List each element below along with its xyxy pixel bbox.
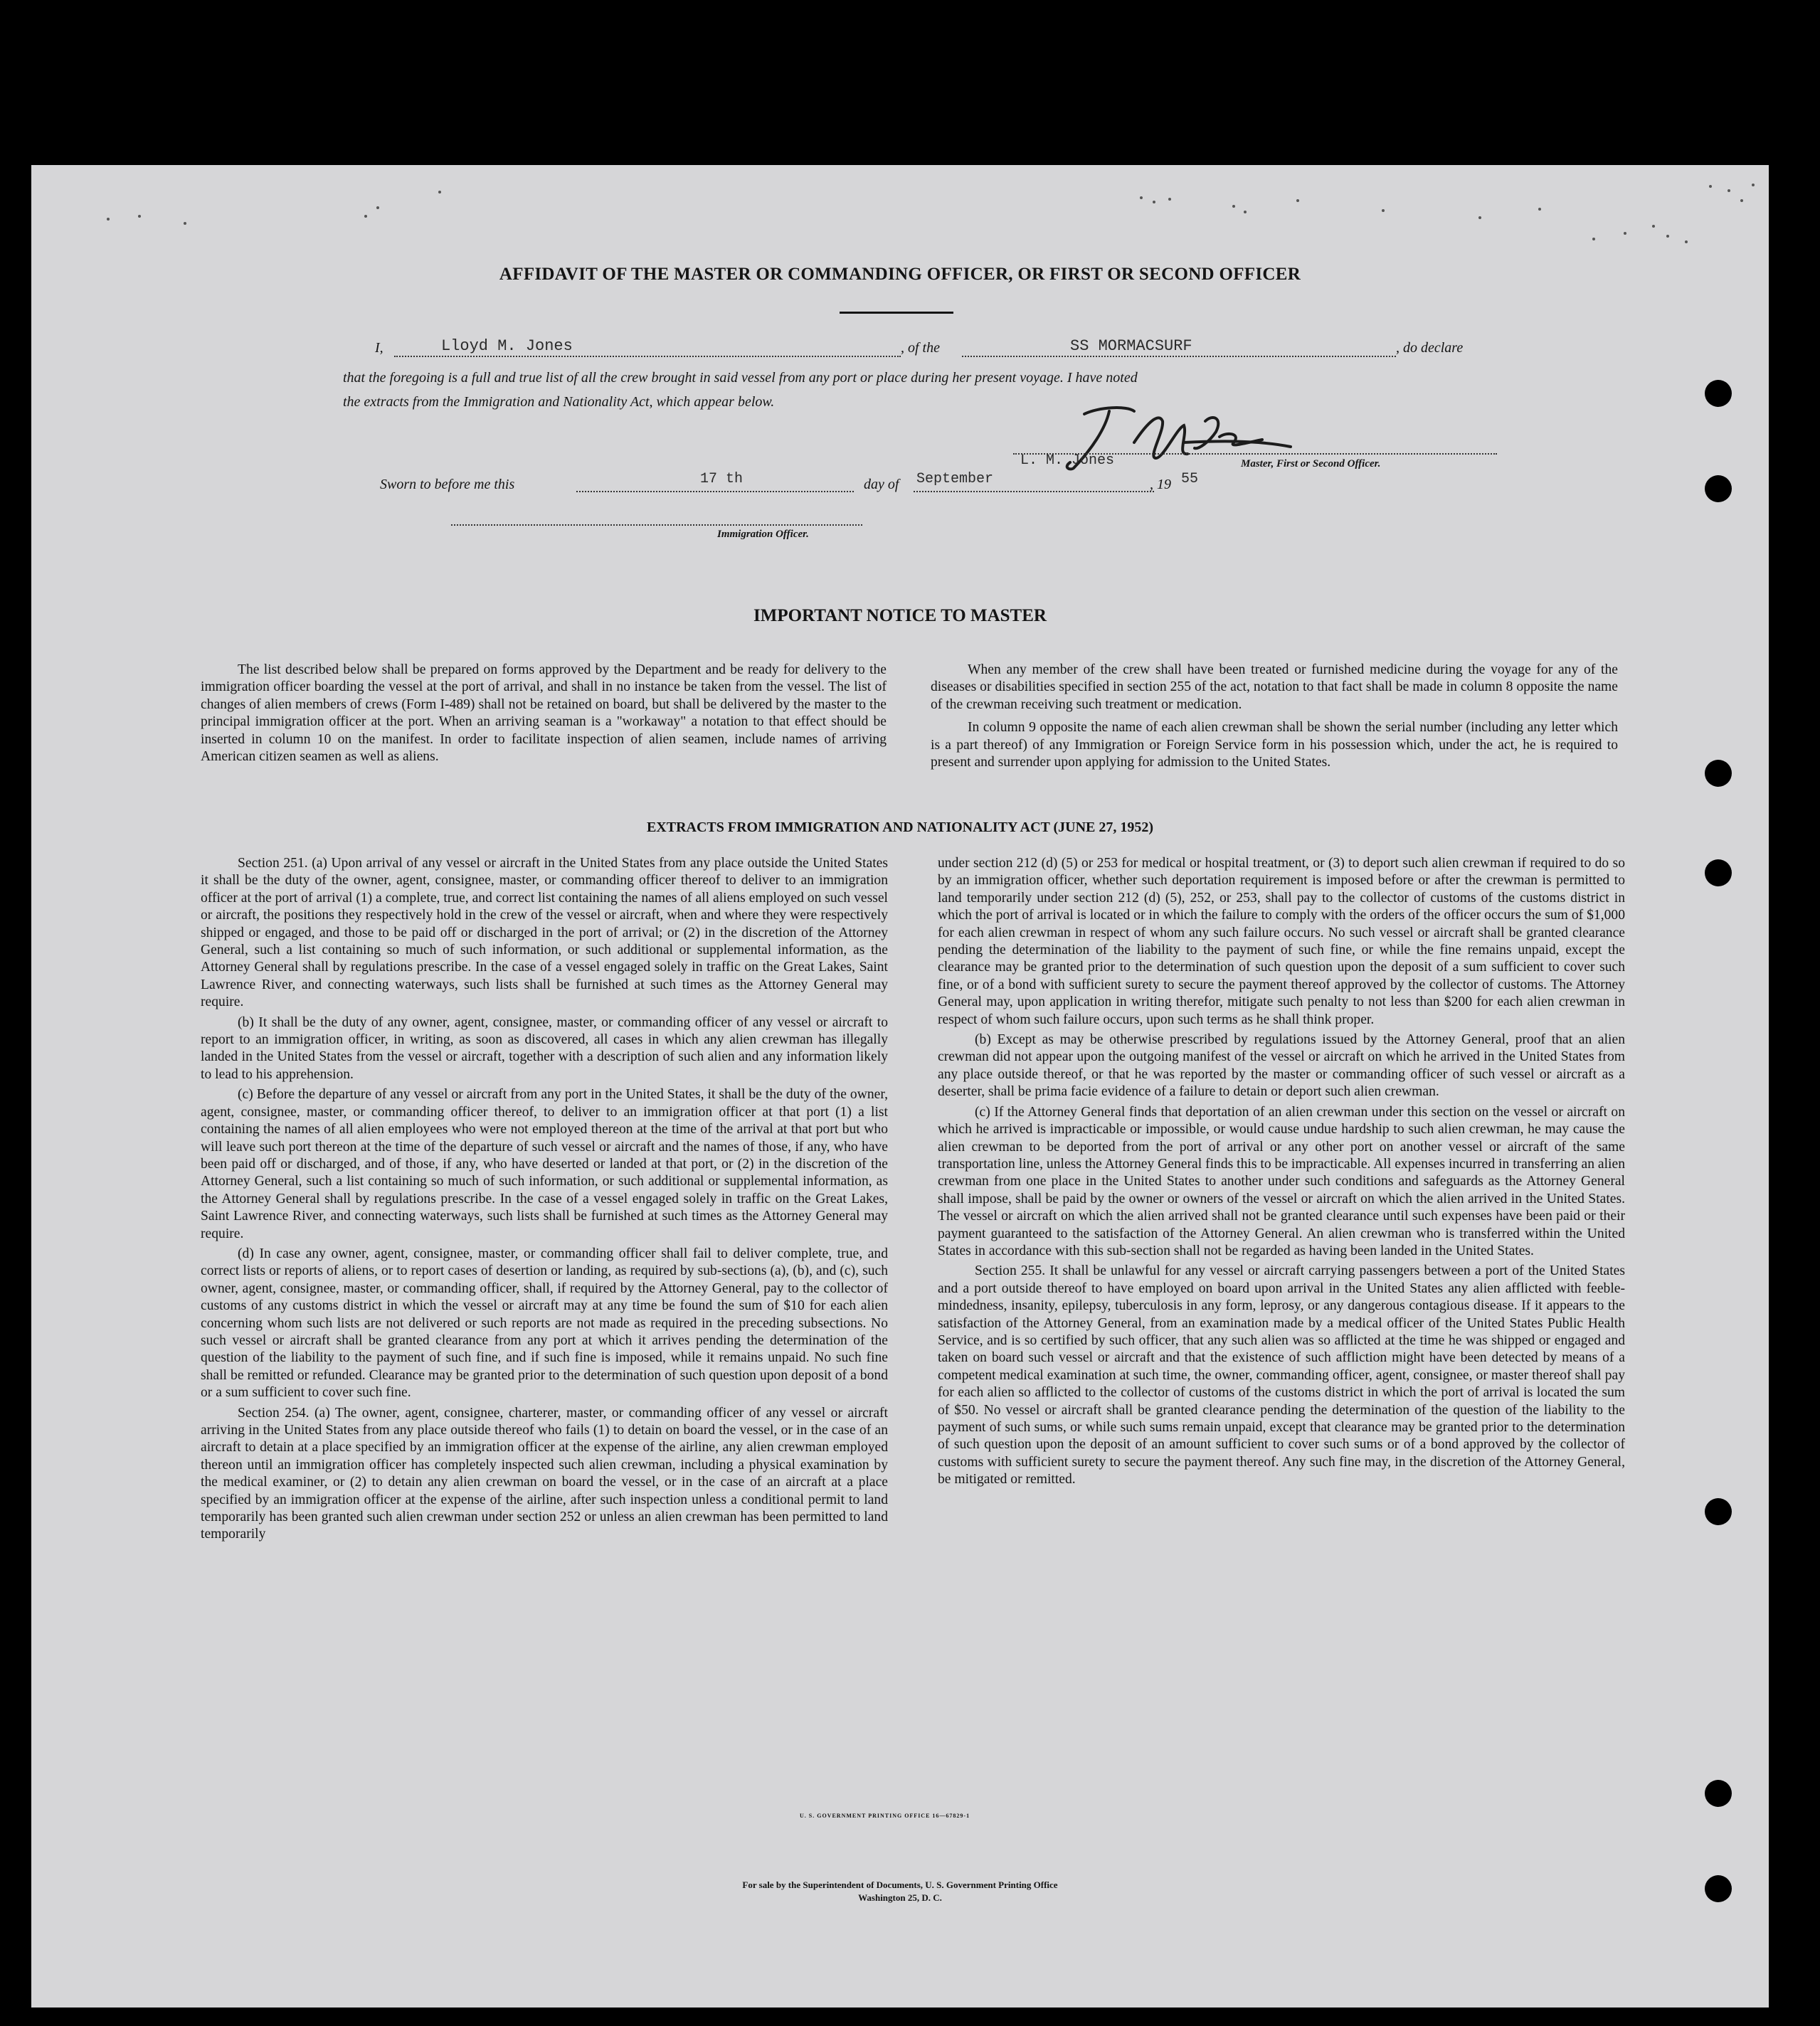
section-254-c: (c) If the Attorney General finds that deportation of an alien crewman under this section on the vessel or aircraft on which he arrived is impracticable or impossible, or would cause undue hardship to such alien crewman, he may cause the alien crewman to be deported from the port of arrival or any other port on another vessel or aircraft of the same transportation line, unless the Attorney General finds this to be impracticable. All expenses incurred in transferring an alien crewman from one place in the United States to another under such conditions and safeguards as the Attorney General shall impose, shall be paid by the owner or owners of the vessel or aircraft on which the alien arrived in the United States. The vessel or aircraft on which the alien arrived shall not be granted clearance until such expenses have been paid or their payment guaranteed to the satisfaction of the Attorney General. An alien crewman who is transferred within the United States in accordance with this sub-section shall not be regarded as having been landed in the United States. <box>938 1104 1625 1258</box>
punch-hole <box>1705 1875 1732 1902</box>
title-rule <box>840 312 953 314</box>
section-251-c: (c) Before the departure of any vessel or aircraft from any port in the United States, it shall be the duty of the owner, agent, consignee, master, or commanding officer thereof, to deliver to an immigration officer at that port (1) a list containing the names of all alien employees who were not employed thereon at the time of the arrival at that port but who will leave such port thereon at the time of the departure of such vessel or aircraft and the names of those, if any, who have been paid off or discharged, and of those, if any, who have deserted or landed at that port, or (2) in the discretion of the Attorney General, such a list containing so much of such information, or such additional or supplemental information, as the Attorney General shall by regulations prescribe. In the case of a vessel engaged solely in traffic on the Great Lakes, Saint Lawrence River, and connecting waterways, such lists shall be furnished at such times as the Attorney General may require. <box>201 1087 888 1241</box>
notice-heading: IMPORTANT NOTICE TO MASTER <box>753 606 1047 625</box>
notice-right-column <box>931 662 1618 771</box>
affidavit-title: AFFIDAVIT OF THE MASTER OR COMMANDING OFFICER, OR FIRST OR SECOND OFFICER <box>499 265 1301 284</box>
year-prefix: , 19 <box>1150 477 1171 492</box>
sworn-month: September <box>916 471 994 487</box>
label-of-the: , of the <box>901 340 940 356</box>
extracts-heading: EXTRACTS FROM IMMIGRATION AND NATIONALITY ACT (JUNE 27, 1952) <box>646 820 1154 835</box>
statement-line-1: that the foregoing is a full and true list of all the crew brought in said vessel from any port or place during her present voyage. I have noted <box>343 370 1138 386</box>
label-do-declare: , do declare <box>1396 340 1464 356</box>
gpo-print-line: U. S. GOVERNMENT PRINTING OFFICE 16—67829-1 <box>800 1813 970 1819</box>
notice-left-column <box>201 662 887 765</box>
extracts-right-column <box>938 855 1625 1489</box>
section-255: Section 255. It shall be unlawful for any vessel or aircraft carrying passengers between a port of the United States and a port outside thereof to have employed on board upon arrival in the United States any alien afflicted with feeble-mindedness, insanity, epilepsy, tuberculosis in any form, leprosy, or any dangerous contagious disease. If it appears to the satisfaction of the Attorney General, from an examination made by a medical officer of the United States Public Health Service, and is so certified by such officer, that any such alien was so afflicted at the time he was shipped or engaged and taken on board such vessel or aircraft and that the existence of such affliction might have been detected by means of a competent medical examination at such time, the owner, commanding officer, agent, consignee, or master thereof shall pay for each alien so afflicted to the collector of customs of the customs district in which the port of arrival is located the sum of $50. No vessel or aircraft shall be granted clearance pending the determination of the question of the liability to the payment of such sums, or while such sums remain unpaid, except that clearance may be granted prior to the determination of such question upon the deposit of an amount sufficient to cover such sums or of a bond approved by the collector of customs with sufficient surety to secure the payment thereof. Any such fine may, in the discretion of the Attorney General, be mitigated or remitted. <box>938 1263 1625 1487</box>
notice-right-paragraph-2: In column 9 opposite the name of each alien crewman shall be shown the serial number (including any letter which is a part thereof) of any Immigration or Foreign Service form in his possession which, under the act, he is required to present and surrender upon applying for admission to the United States. <box>931 720 1618 770</box>
affidavit-form-page <box>31 165 1769 2008</box>
signature-caption: Master, First or Second Officer. <box>1241 458 1381 470</box>
section-251-a: Section 251. (a) Upon arrival of any vessel or aircraft in the United States from any place outside the United States it shall be the duty of the owner, agent, consignee, master, or commanding officer thereof to deliver to an immigration officer at the port of arrival (1) a complete, true, and correct list containing the names of all aliens employed on such vessel or aircraft, the positions they respectively hold in the crew of the vessel or aircraft, when and where they were respectively shipped or engaged, and those to be paid off or discharged in the port of arrival; or (2) in the discretion of the Attorney General, such a list containing so much of such information, or such additional or supplemental information, as the Attorney General shall by regulations prescribe. In the case of a vessel engaged solely in traffic on the Great Lakes, Saint Lawrence River, and connecting waterways, such lists shall be furnished at such times as the Attorney General may require. <box>201 856 888 1010</box>
punch-hole <box>1705 760 1732 787</box>
statement-line-2: the extracts from the Immigration and Nationality Act, which appear below. <box>343 394 775 410</box>
sale-notice-line-1: For sale by the Superintendent of Documents, U. S. Government Printing Office <box>742 1879 1058 1890</box>
section-251-b: (b) It shall be the duty of any owner, agent, consignee, master, or commanding officer of any vessel or aircraft to report to an immigration officer, in writing, as soon as discovered, all cases in which any alien crewman has illegally landed in the United States from the vessel or aircraft, together with a description of such alien and any information likely to lead to his apprehension. <box>201 1014 888 1082</box>
punch-hole <box>1705 859 1732 886</box>
sworn-day: 17 th <box>700 471 744 487</box>
officer-line <box>451 524 862 526</box>
vessel-name: SS MORMACSURF <box>1070 337 1192 355</box>
scan-specks <box>31 165 1769 307</box>
section-254-b: (b) Except as may be otherwise prescribed by regulations issued by the Attorney General, proof that an alien crewman did not appear upon the outgoing manifest of the vessel or aircraft on which he arrived in the United States from any place outside thereof, or that he was reported by the master or commanding officer of such vessel or aircraft as a deserter, shall be prima facie evidence of a failure to detain or deport such alien crewman. <box>938 1032 1625 1100</box>
day-line <box>576 491 854 492</box>
day-of-label: day of <box>864 477 899 492</box>
signature-typed: L. M. Jones <box>1020 452 1115 469</box>
label-i: I, <box>375 340 383 356</box>
section-254-a-continued: under section 212 (d) (5) or 253 for medical or hospital treatment, or (3) to deport such alien crewman if required to do so by an immigration officer, whether such deportation requirement is imposed before or after the crewman is permitted to land temporarily under section 212 (d) (5), 252, or 253, shall pay to the collector of customs of the customs district in which the port of arrival is located or in which the failure to comply with the orders of the officer occurs the sum of $1,000 for each alien crewman in respect of whom any such failure occurs. No such vessel or aircraft shall be granted clearance pending the determination of the liability to the payment of such fine, or while the fine remains unpaid, except the clearance may be granted prior to the determination of such question upon the deposit of a sum sufficient to cover such fine, or of a bond with sufficient surety to secure the payment thereof approved by the collector of customs. The Attorney General may, upon application in writing therefor, mitigate such penalty to not less than $200 for each alien crewman in respect of whom such failure occurs, upon such terms as he shall think proper. <box>938 856 1625 1027</box>
section-251-d: (d) In case any owner, agent, consignee, master, or commanding officer shall fail to deliver complete, true, and correct lists or reports of aliens, or to report cases of desertion or landing, as required by sub-sections (a), (b), and (c), such owner, agent, consignee, master, or commanding officer, shall, if required by the Attorney General, pay to the collector of customs of any customs district in which the vessel or aircraft may at any time be found the sum of $10 for each alien concerning whom such lists are not delivered or such reports are not made as required in the preceding subsections. No such vessel or aircraft shall be granted clearance from any port at which it arrives pending the determination of the question of the liability to the payment of such fine, and if such fine is imposed, while it remains unpaid. No such fine shall be remitted or refunded. Clearance may be granted prior to the determination of such question upon deposit of a bond or a sum sufficient to cover such fine. <box>201 1246 888 1401</box>
officer-caption: Immigration Officer. <box>717 529 809 540</box>
punch-hole <box>1705 1498 1732 1525</box>
notice-left-paragraph: The list described below shall be prepared on forms approved by the Department and be ready for delivery to the immigration officer boarding the vessel at the port of arrival, and shall in no instance be taken from the vessel. The list of changes of alien members of crews (Form I-489) shall not be retained on board, but shall be delivered by the master to the principal immigration officer at the port. When an arriving seaman is a "workaway" a notation to that effect should be inserted in column 10 on the manifest. In order to facilitate inspection of alien seamen, include names of arriving American citizen seamen as well as aliens. <box>201 662 887 765</box>
punch-hole <box>1705 475 1732 502</box>
sale-notice-line-2: Washington 25, D. C. <box>858 1892 942 1903</box>
section-254-a: Section 254. (a) The owner, agent, consignee, charterer, master, or commanding officer of any vessel or aircraft arriving in the United States from any place outside thereof who fails (1) to detain on board the vessel, or in the case of an aircraft to detain at a place specified by an immigration officer at the expense of the airline, any alien crewman employed thereon until an immigration officer has completely inspected such alien crewman, including a physical examination by the medical examiner, or (2) to detain any alien crewman on board the vessel, or in the case of an aircraft at a place specified by an immigration officer at the expense of the airline, after such inspection unless a conditional permit to land temporarily has been granted such alien crewman under section 252 or unless an alien crewman has been permitted to land temporarily <box>201 1405 888 1542</box>
punch-hole <box>1705 1780 1732 1807</box>
punch-hole <box>1705 380 1732 407</box>
notice-right-paragraph-1: When any member of the crew shall have been treated or furnished medicine during the voyage for any of the diseases or disabilities specified in section 255 of the act, notation to that fact shall be made in column 8 opposite the name of the crewman receiving such treatment or medication. <box>931 662 1618 712</box>
sworn-year: 55 <box>1181 471 1199 487</box>
extracts-left-column <box>201 855 888 1544</box>
sworn-label: Sworn to before me this <box>380 477 515 492</box>
vessel-line <box>962 356 1396 357</box>
master-name: Lloyd M. Jones <box>441 337 573 355</box>
month-line <box>914 491 1154 492</box>
name-line <box>394 356 901 357</box>
